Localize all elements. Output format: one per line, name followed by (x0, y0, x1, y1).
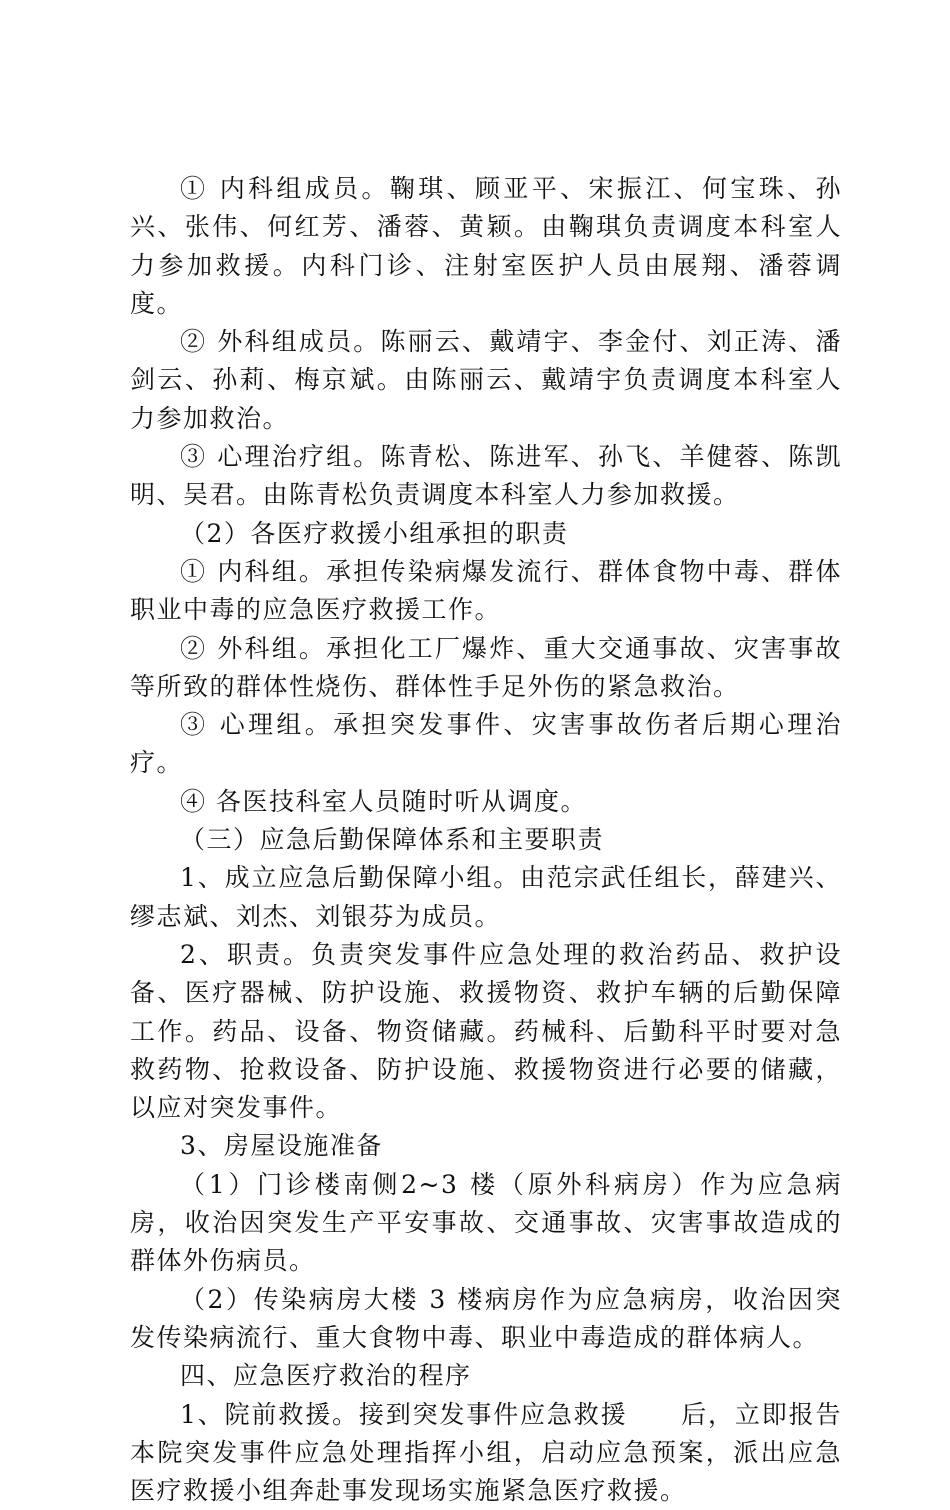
document-body (130, 170, 842, 1510)
paragraph-surgery-duty: ② 外科组。承担化工厂爆炸、重大交通事故、灾害事故等所致的群体性烧伤、群体性手足外伤的紧急救治。 (130, 630, 842, 707)
paragraph-housing-infectious: （2）传染病房大楼 3 楼病房作为应急病房，收治因突发传染病流行、重大食物中毒、职业中毒造成的群体病人。 (130, 1281, 842, 1358)
paragraph-psychology-members: ③ 心理治疗组。陈青松、陈进军、孙飞、羊健蓉、陈凯明、吴君。由陈青松负责调度本科室人力参加救援。 (130, 438, 842, 515)
heading-logistics: （三）应急后勤保障体系和主要职责 (130, 821, 842, 859)
paragraph-psychology-duty: ③ 心理组。承担突发事件、灾害事故伤者后期心理治疗。 (130, 706, 842, 783)
heading-procedure: 四、应急医疗救治的程序 (130, 1357, 842, 1395)
paragraph-internal-medicine-members: ① 内科组成员。鞠琪、顾亚平、宋振江、何宝珠、孙兴、张伟、何红芳、潘蓉、黄颖。由鞠琪负责调度本科室人力参加救援。内科门诊、注射室医护人员由展翔、潘蓉调度。 (130, 170, 842, 323)
paragraph-medtech-duty: ④ 各医技科室人员随时听从调度。 (130, 783, 842, 821)
paragraph-logistics-team: 1、成立应急后勤保障小组。由范宗武任组长，薛建兴、缪志斌、刘杰、刘银芬为成员。 (130, 859, 842, 936)
heading-team-duties: （2）各医疗救援小组承担的职责 (130, 515, 842, 553)
paragraph-logistics-duty: 2、职责。负责突发事件应急处理的救治药品、救护设备、医疗器械、防护设施、救援物资、救护车辆的后勤保障工作。药品、设备、物资储藏。药械科、后勤科平时要对急救药物、抢救设备、防护设施、救援物资进行必要的储藏，以应对突发事件。 (130, 936, 842, 1127)
paragraph-surgery-members: ② 外科组成员。陈丽云、戴靖宇、李金付、刘正涛、潘剑云、孙莉、梅京斌。由陈丽云、戴靖宇负责调度本科室人力参加救治。 (130, 323, 842, 438)
paragraph-internal-medicine-duty: ① 内科组。承担传染病爆发流行、群体食物中毒、群体职业中毒的应急医疗救援工作。 (130, 553, 842, 630)
paragraph-housing-outpatient: （1）门诊楼南侧2~3 楼（原外科病房）作为应急病房，收治因突发生产平安事故、交通事故、灾害事故造成的群体外伤病员。 (130, 1166, 842, 1281)
heading-housing: 3、房屋设施准备 (130, 1127, 842, 1165)
paragraph-prehospital-rescue: 1、院前救援。接到突发事件应急救援 后，立即报告本院突发事件应急处理指挥小组，启动应急预案，派出应急医疗救援小组奔赴事发现场实施紧急医疗救援。 (130, 1396, 842, 1510)
